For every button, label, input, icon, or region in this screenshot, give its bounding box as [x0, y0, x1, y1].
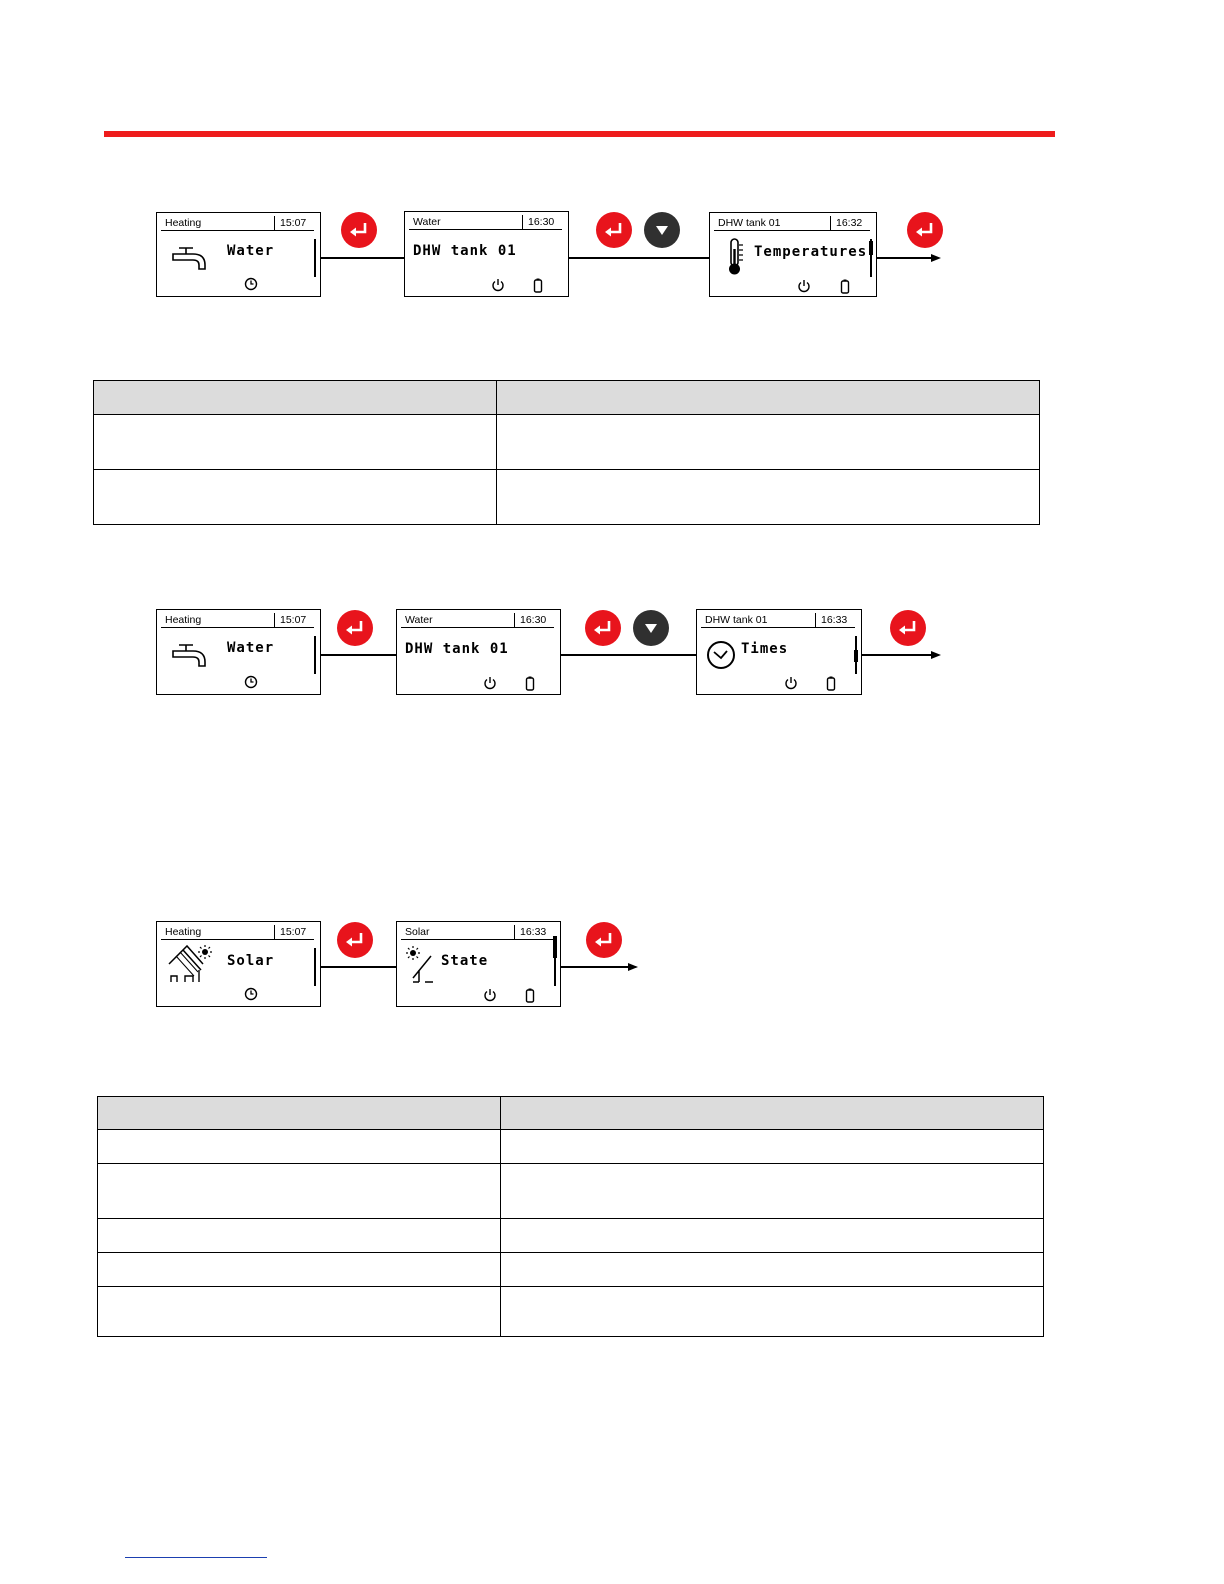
screen-label: Times: [741, 641, 789, 657]
table-header-cell: [98, 1097, 501, 1130]
lcd-screen-dhw-tank: [709, 212, 877, 297]
screen-title: DHW tank 01: [705, 614, 768, 626]
scrollbar-thumb: [854, 650, 858, 662]
table-header-cell: [497, 381, 1040, 415]
screen-header: [401, 925, 554, 940]
screen-time: 15:07: [274, 216, 314, 230]
table-row: [94, 470, 1040, 525]
screen-title: Heating: [165, 614, 202, 626]
enter-icon: [907, 212, 943, 248]
enter-icon: [341, 212, 377, 248]
screen-time: 16:30: [522, 215, 562, 229]
enter-button[interactable]: [341, 212, 377, 248]
power-icon: [784, 676, 798, 690]
table-row: [98, 1287, 1044, 1337]
screen-header: [714, 216, 870, 231]
screen-time: 15:07: [274, 613, 314, 627]
lcd-screen-water: [404, 211, 569, 297]
screen-title: Water: [405, 614, 433, 626]
table-cell: [501, 1130, 1044, 1164]
table-temperatures: [93, 380, 1040, 525]
enter-icon: [337, 610, 373, 646]
solar-panel-icon: [405, 944, 441, 984]
down-arrow-icon: [644, 212, 680, 248]
scrollbar: [314, 948, 316, 986]
header-rule: [104, 131, 1055, 137]
down-button[interactable]: [633, 610, 669, 646]
enter-icon: [586, 922, 622, 958]
clock-icon: [244, 987, 258, 1001]
scrollbar-thumb: [869, 241, 873, 255]
screen-time: 16:32: [830, 216, 870, 230]
screen-header: [401, 613, 554, 628]
enter-button[interactable]: [907, 212, 943, 248]
screen-time: 16:30: [514, 613, 554, 627]
screen-label: State: [441, 953, 489, 969]
enter-button[interactable]: [586, 922, 622, 958]
scrollbar: [314, 636, 316, 674]
table-cell: [497, 470, 1040, 525]
connector-line: [561, 966, 629, 968]
table-header-cell: [94, 381, 497, 415]
power-icon: [483, 676, 497, 690]
table-cell: [94, 415, 497, 470]
table-row: [98, 1219, 1044, 1253]
battery-icon: [840, 279, 850, 294]
screen-title: Solar: [405, 926, 430, 938]
clock-icon: [244, 277, 258, 291]
enter-icon: [337, 922, 373, 958]
scrollbar-thumb: [553, 936, 557, 958]
screen-label: Solar: [227, 953, 275, 969]
lcd-screen-heating: [156, 921, 321, 1007]
screen-label: Temperatures: [754, 244, 868, 260]
table-solar-state: [97, 1096, 1044, 1337]
screen-title: Water: [413, 216, 441, 228]
power-icon: [483, 988, 497, 1002]
screen-header: [161, 613, 314, 628]
arrow-head: [931, 651, 941, 659]
down-button[interactable]: [644, 212, 680, 248]
table-row: [98, 1253, 1044, 1287]
battery-icon: [525, 988, 535, 1003]
table-cell: [501, 1287, 1044, 1337]
screen-time: 16:33: [815, 613, 855, 627]
screen-time: 16:33: [514, 925, 554, 939]
screen-header: [161, 216, 314, 231]
arrow-head: [628, 963, 638, 971]
table-cell: [497, 415, 1040, 470]
lcd-screen-dhw-tank: [696, 609, 862, 695]
table-cell: [94, 470, 497, 525]
table-cell: [98, 1219, 501, 1253]
power-icon: [491, 278, 505, 292]
table-cell: [98, 1164, 501, 1219]
table-header-row: [94, 381, 1040, 415]
connector-line: [877, 257, 932, 259]
clock-icon: [705, 640, 737, 670]
solar-house-icon: [167, 944, 215, 984]
screen-title: DHW tank 01: [718, 217, 781, 229]
enter-button[interactable]: [585, 610, 621, 646]
enter-icon: [596, 212, 632, 248]
lcd-screen-water: [396, 609, 561, 695]
scrollbar: [314, 239, 316, 277]
table-row: [94, 415, 1040, 470]
screen-header: [409, 215, 562, 230]
enter-button[interactable]: [337, 922, 373, 958]
thermometer-icon: [724, 237, 746, 277]
screen-header: [161, 925, 314, 940]
table-row: [98, 1164, 1044, 1219]
table-cell: [501, 1253, 1044, 1287]
connector-line: [321, 966, 396, 968]
screen-header: [701, 613, 855, 628]
connector-line: [569, 257, 709, 259]
water-tap-icon: [171, 638, 211, 668]
enter-button[interactable]: [596, 212, 632, 248]
enter-button[interactable]: [890, 610, 926, 646]
battery-icon: [525, 676, 535, 691]
enter-button[interactable]: [337, 610, 373, 646]
screen-label: Water: [227, 640, 275, 656]
clock-icon: [244, 675, 258, 689]
screen-time: 15:07: [274, 925, 314, 939]
table-header-row: [98, 1097, 1044, 1130]
footer-link-underline[interactable]: [125, 1557, 267, 1558]
connector-line: [321, 257, 404, 259]
screen-label: DHW tank 01: [413, 243, 517, 259]
arrow-head: [931, 254, 941, 262]
table-cell: [98, 1130, 501, 1164]
connector-line: [321, 654, 396, 656]
table-row: [98, 1130, 1044, 1164]
lcd-screen-heating: [156, 609, 321, 695]
enter-icon: [585, 610, 621, 646]
lcd-screen-heating: [156, 212, 321, 297]
enter-icon: [890, 610, 926, 646]
screen-label: Water: [227, 243, 275, 259]
table-header-cell: [501, 1097, 1044, 1130]
table-cell: [98, 1287, 501, 1337]
water-tap-icon: [171, 241, 211, 271]
down-arrow-icon: [633, 610, 669, 646]
connector-line: [862, 654, 932, 656]
screen-title: Heating: [165, 926, 202, 938]
lcd-screen-solar: [396, 921, 561, 1007]
table-cell: [501, 1164, 1044, 1219]
battery-icon: [826, 676, 836, 691]
screen-title: Heating: [165, 217, 202, 229]
connector-line: [561, 654, 696, 656]
screen-label: DHW tank 01: [405, 641, 509, 657]
power-icon: [797, 279, 811, 293]
table-cell: [98, 1253, 501, 1287]
table-cell: [501, 1219, 1044, 1253]
battery-icon: [533, 278, 543, 293]
